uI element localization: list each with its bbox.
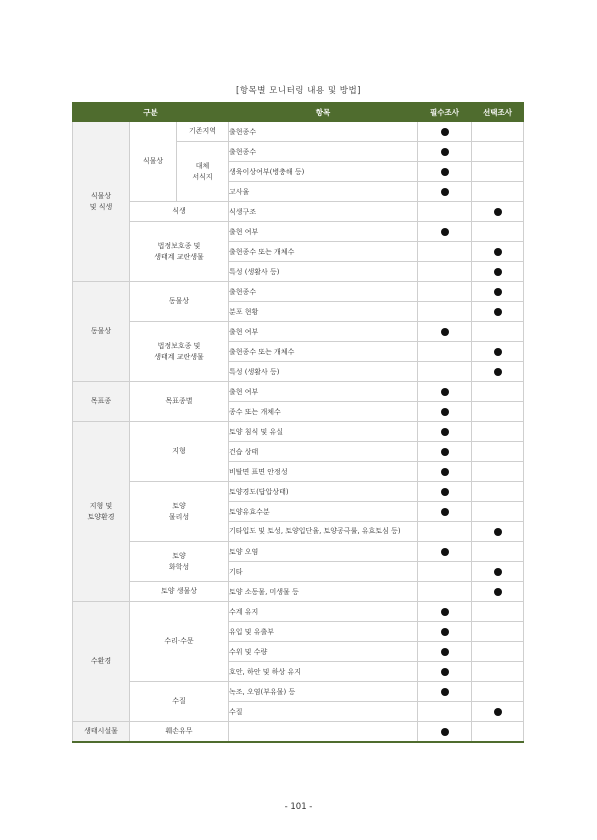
item-cell: 수질 — [229, 702, 418, 722]
item-cell: 기타입도 및 토성, 토양입단율, 토양공극률, 유효토심 등) — [229, 522, 418, 542]
item-cell: 특성 (생활사 등) — [229, 362, 418, 382]
monitoring-table — [72, 102, 524, 743]
optional-mark-cell — [472, 542, 524, 562]
optional-mark-cell — [472, 482, 524, 502]
filled-circle-icon — [441, 188, 449, 196]
sub-flora-protected: 법정보호종 및 생태계 교란생물 — [130, 222, 229, 282]
optional-mark-cell — [472, 642, 524, 662]
table-row — [73, 222, 524, 242]
item-cell: 출현종수 — [229, 282, 418, 302]
sub-soil-bio: 토양 생물상 — [130, 582, 229, 602]
optional-mark-cell — [472, 522, 524, 542]
sub-soil-terrain: 지형 — [130, 422, 229, 482]
optional-mark-cell — [472, 602, 524, 622]
filled-circle-icon — [441, 328, 449, 336]
filled-circle-icon — [441, 608, 449, 616]
table-caption: [항목별 모니터링 내용 및 방법] — [236, 86, 361, 96]
category-eco: 생태시설물 — [73, 722, 130, 743]
optional-mark-cell — [472, 222, 524, 242]
filled-circle-icon — [494, 308, 502, 316]
required-mark-cell — [418, 142, 472, 162]
header-optional: 선택조사 — [472, 103, 524, 122]
filled-circle-icon — [441, 228, 449, 236]
sub-flora-existing: 기존지역 — [177, 122, 229, 142]
table-row — [73, 542, 524, 562]
required-mark-cell — [418, 282, 472, 302]
header-item: 항목 — [229, 103, 418, 122]
required-mark-cell — [418, 302, 472, 322]
item-cell: 고사율 — [229, 182, 418, 202]
optional-mark-cell — [472, 342, 524, 362]
required-mark-cell — [418, 622, 472, 642]
table-row — [73, 602, 524, 622]
item-cell: 출현종수 — [229, 122, 418, 142]
optional-mark-cell — [472, 382, 524, 402]
optional-mark-cell — [472, 162, 524, 182]
item-cell: 토양 오염 — [229, 542, 418, 562]
optional-mark-cell — [472, 322, 524, 342]
filled-circle-icon — [441, 548, 449, 556]
table-row — [73, 382, 524, 402]
optional-mark-cell — [472, 402, 524, 422]
sub-target-species: 목표종별 — [130, 382, 229, 422]
filled-circle-icon — [494, 208, 502, 216]
optional-mark-cell — [472, 122, 524, 142]
item-cell: 호안, 하안 및 하상 유지 — [229, 662, 418, 682]
optional-mark-cell — [472, 182, 524, 202]
optional-mark-cell — [472, 142, 524, 162]
sub-fauna-animal: 동물상 — [130, 282, 229, 322]
item-cell: 종수 또는 개체수 — [229, 402, 418, 422]
filled-circle-icon — [441, 668, 449, 676]
filled-circle-icon — [441, 388, 449, 396]
optional-mark-cell — [472, 462, 524, 482]
item-cell: 토양 침식 및 유실 — [229, 422, 418, 442]
required-mark-cell — [418, 542, 472, 562]
required-mark-cell — [418, 522, 472, 542]
item-cell: 출현종수 — [229, 142, 418, 162]
optional-mark-cell — [472, 702, 524, 722]
item-cell: 특성 (생활사 등) — [229, 262, 418, 282]
filled-circle-icon — [441, 168, 449, 176]
optional-mark-cell — [472, 422, 524, 442]
required-mark-cell — [418, 502, 472, 522]
item-cell: 녹조, 오염(부유물) 등 — [229, 682, 418, 702]
filled-circle-icon — [441, 508, 449, 516]
required-mark-cell — [418, 682, 472, 702]
item-cell: 수위 및 수량 — [229, 642, 418, 662]
optional-mark-cell — [472, 362, 524, 382]
required-mark-cell — [418, 242, 472, 262]
optional-mark-cell — [472, 442, 524, 462]
category-flora: 식물상 및 식생 — [73, 122, 130, 282]
filled-circle-icon — [494, 288, 502, 296]
optional-mark-cell — [472, 302, 524, 322]
item-cell: 비탈면 표면 안정성 — [229, 462, 418, 482]
required-mark-cell — [418, 402, 472, 422]
item-cell: 출현 여부 — [229, 382, 418, 402]
table-row — [73, 582, 524, 602]
table-row — [73, 482, 524, 502]
header-category: 구분 — [73, 103, 229, 122]
required-mark-cell — [418, 602, 472, 622]
header-required: 필수조사 — [418, 103, 472, 122]
item-cell: 토양유효수분 — [229, 502, 418, 522]
filled-circle-icon — [494, 588, 502, 596]
optional-mark-cell — [472, 722, 524, 743]
item-cell: 유입 및 유출부 — [229, 622, 418, 642]
optional-mark-cell — [472, 202, 524, 222]
required-mark-cell — [418, 182, 472, 202]
optional-mark-cell — [472, 582, 524, 602]
filled-circle-icon — [494, 368, 502, 376]
item-cell: 기타 — [229, 562, 418, 582]
table-row — [73, 682, 524, 702]
item-cell — [229, 722, 418, 743]
required-mark-cell — [418, 202, 472, 222]
item-cell: 생육이상여부(병충해 등) — [229, 162, 418, 182]
required-mark-cell — [418, 362, 472, 382]
table-row — [73, 722, 524, 743]
table-row — [73, 122, 524, 142]
required-mark-cell — [418, 162, 472, 182]
table-row — [73, 322, 524, 342]
category-soil: 지형 및 토양환경 — [73, 422, 130, 602]
filled-circle-icon — [441, 448, 449, 456]
sub-flora-alt: 대체 서식지 — [177, 142, 229, 202]
filled-circle-icon — [441, 148, 449, 156]
filled-circle-icon — [494, 268, 502, 276]
optional-mark-cell — [472, 262, 524, 282]
filled-circle-icon — [494, 528, 502, 536]
filled-circle-icon — [441, 648, 449, 656]
item-cell: 출현 여부 — [229, 222, 418, 242]
sub-water-quality: 수질 — [130, 682, 229, 722]
required-mark-cell — [418, 702, 472, 722]
required-mark-cell — [418, 642, 472, 662]
required-mark-cell — [418, 262, 472, 282]
item-cell: 출현 여부 — [229, 322, 418, 342]
item-cell: 식생구조 — [229, 202, 418, 222]
required-mark-cell — [418, 342, 472, 362]
item-cell: 분포 현황 — [229, 302, 418, 322]
table-row — [73, 202, 524, 222]
category-fauna: 동물상 — [73, 282, 130, 382]
item-cell: 출현종수 또는 개체수 — [229, 342, 418, 362]
sub-soil-chemical: 토양 화학성 — [130, 542, 229, 582]
required-mark-cell — [418, 222, 472, 242]
category-target: 목표종 — [73, 382, 130, 422]
required-mark-cell — [418, 482, 472, 502]
filled-circle-icon — [441, 128, 449, 136]
item-cell: 토양경도(답압상태) — [229, 482, 418, 502]
category-water: 수환경 — [73, 602, 130, 722]
sub-flora-veg: 식생 — [130, 202, 229, 222]
item-cell: 수계 유지 — [229, 602, 418, 622]
required-mark-cell — [418, 422, 472, 442]
optional-mark-cell — [472, 622, 524, 642]
optional-mark-cell — [472, 562, 524, 582]
optional-mark-cell — [472, 242, 524, 262]
optional-mark-cell — [472, 282, 524, 302]
sub-soil-physical: 토양 물리성 — [130, 482, 229, 542]
required-mark-cell — [418, 462, 472, 482]
filled-circle-icon — [494, 568, 502, 576]
required-mark-cell — [418, 442, 472, 462]
table-row — [73, 422, 524, 442]
optional-mark-cell — [472, 682, 524, 702]
required-mark-cell — [418, 122, 472, 142]
sub-water-hydro: 수리·수문 — [130, 602, 229, 682]
filled-circle-icon — [441, 628, 449, 636]
required-mark-cell — [418, 322, 472, 342]
required-mark-cell — [418, 382, 472, 402]
page-number: - 101 - — [284, 802, 313, 812]
required-mark-cell — [418, 662, 472, 682]
filled-circle-icon — [441, 428, 449, 436]
filled-circle-icon — [494, 348, 502, 356]
required-mark-cell — [418, 562, 472, 582]
optional-mark-cell — [472, 502, 524, 522]
item-cell: 토양 소동물, 미생물 등 — [229, 582, 418, 602]
required-mark-cell — [418, 582, 472, 602]
sub-fauna-protected: 법정보호종 및 생태계 교란생물 — [130, 322, 229, 382]
item-cell: 출현종수 또는 개체수 — [229, 242, 418, 262]
filled-circle-icon — [441, 488, 449, 496]
sub-eco-damage: 훼손유무 — [130, 722, 229, 743]
filled-circle-icon — [441, 468, 449, 476]
filled-circle-icon — [441, 688, 449, 696]
filled-circle-icon — [494, 708, 502, 716]
filled-circle-icon — [441, 728, 449, 736]
table-row — [73, 282, 524, 302]
filled-circle-icon — [441, 408, 449, 416]
optional-mark-cell — [472, 662, 524, 682]
header-row — [73, 103, 524, 122]
sub-flora-plant: 식물상 — [130, 122, 177, 202]
filled-circle-icon — [494, 248, 502, 256]
required-mark-cell — [418, 722, 472, 743]
item-cell: 건습 상태 — [229, 442, 418, 462]
